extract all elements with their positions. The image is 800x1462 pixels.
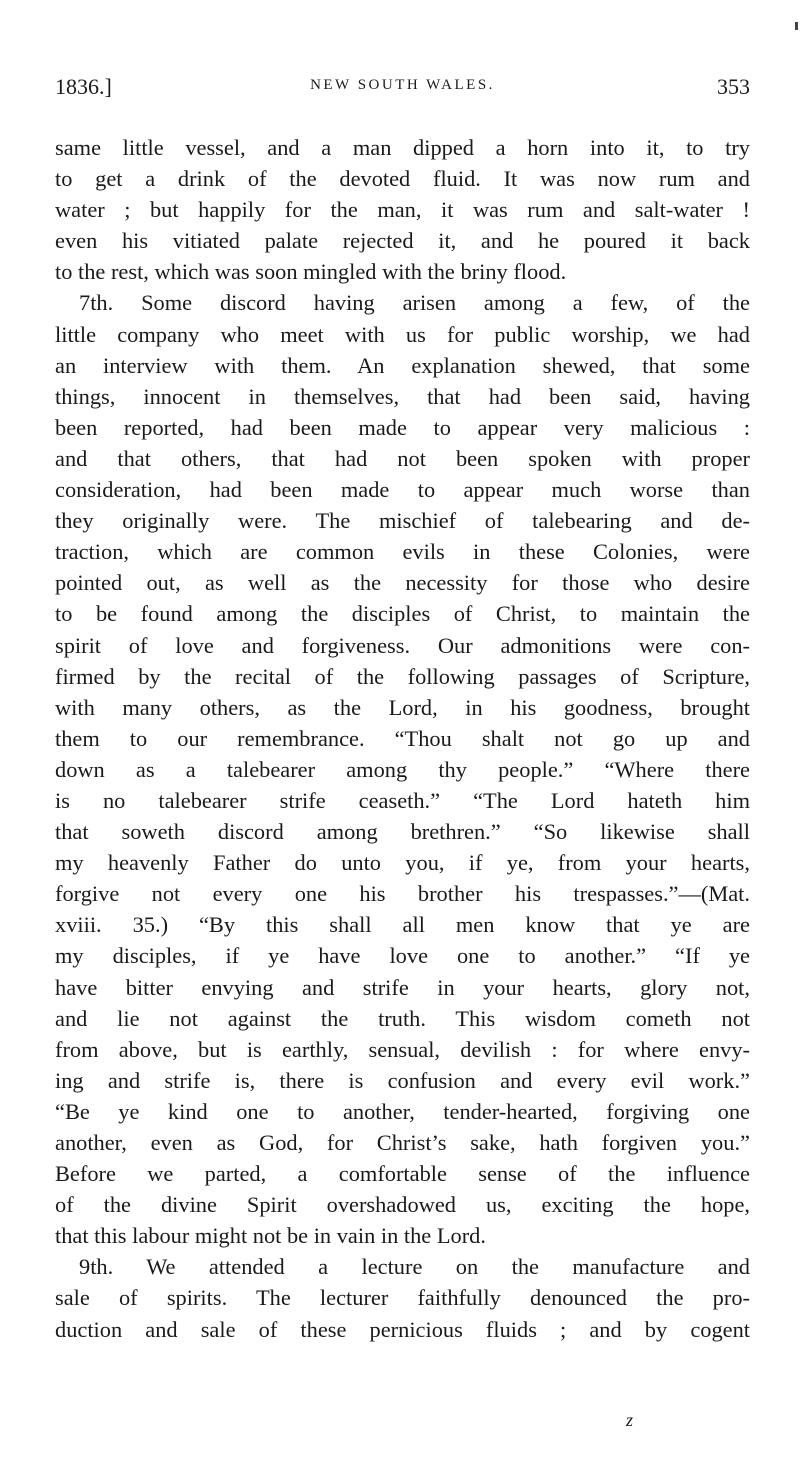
text-line: 7th. Some discord having arisen among a few, of the [79,290,750,316]
page-body [55,132,750,1345]
text-line: have bitter envying and strife in your hearts, glory not, [55,974,750,1000]
page-number: 353 [717,74,750,99]
text-line: water ; but happily for the man, it was rum and salt-water ! [55,197,750,223]
text-line: they originally were. The mischief of talebearing and de- [55,508,750,534]
header-year: 1836.] [55,74,112,99]
text-line: my heavenly Father do unto you, if ye, from your hearts, [55,850,750,876]
text-line: that this labour might not be in vain in the Lord. [55,1223,486,1249]
text-line: same little vessel, and a man dipped a horn into it, to try [55,135,750,160]
text-line: to be found among the disciples of Christ, to maintain the [55,601,750,627]
text-line: and lie not against the truth. This wisdom cometh not [55,1005,750,1031]
text-line: forgive not every one his brother his trespasses.”—(Mat. [55,881,750,907]
text-line: “Be ye kind one to another, tender-hearted, forgiving one [55,1098,750,1124]
text-line: duction and sale of these pernicious fluids ; and by cogent [55,1316,750,1342]
page-header [55,74,750,108]
text-line: been reported, had been made to appear very malicious : [55,414,750,440]
text-line: down as a talebearer among thy people.” “Where there [55,756,750,782]
text-line: of the divine Spirit overshadowed us, exciting the hope, [55,1192,750,1218]
running-title: NEW SOUTH WALES. [310,77,495,93]
text-line: things, innocent in themselves, that had been said, having [55,383,750,409]
text-line: even his vitiated palate rejected it, and he poured it back [55,228,750,254]
text-line: is no talebearer strife ceaseth.” “The Lord hateth him [55,787,750,813]
text-line: and that others, that had not been spoken with proper [55,445,750,471]
text-line: ing and strife is, there is confusion and every evil work.” [55,1067,750,1093]
text-line: an interview with them. An explanation shewed, that some [55,352,750,378]
text-line: consideration, had been made to appear much worse than [55,477,750,503]
text-line: firmed by the recital of the following passages of Scripture, [55,663,750,689]
edge-mark [795,22,798,30]
text-line: that soweth discord among brethren.” “So likewise shall [55,819,750,845]
text-line: them to our remembrance. “Thou shalt not go up and [55,725,750,751]
text-line: to get a drink of the devoted fluid. It was now rum and [55,166,750,192]
text-line: traction, which are common evils in these Colonies, were [55,539,750,565]
text-line: to the rest, which was soon mingled with the briny flood. [55,259,567,285]
text-line: 9th. We attended a lecture on the manufacture and [79,1254,750,1280]
text-line: my disciples, if ye have love one to another.” “If ye [55,943,750,969]
text-line: with many others, as the Lord, in his goodness, brought [55,694,750,720]
text-line: little company who meet with us for public worship, we had [55,321,750,347]
text-line: pointed out, as well as the necessity for those who desire [55,570,750,596]
signature-mark: z [626,1410,634,1430]
text-line: spirit of love and forgiveness. Our admonitions were con- [55,632,750,658]
text-line: sale of spirits. The lecturer faithfully denounced the pro- [55,1285,750,1311]
text-line: xviii. 35.) “By this shall all men know that ye are [55,912,750,938]
text-line: another, even as God, for Christ’s sake, hath forgiven you.” [55,1130,750,1155]
text-line: Before we parted, a comfortable sense of the influence [55,1161,750,1187]
text-line: from above, but is earthly, sensual, devilish : for where envy- [55,1036,750,1062]
